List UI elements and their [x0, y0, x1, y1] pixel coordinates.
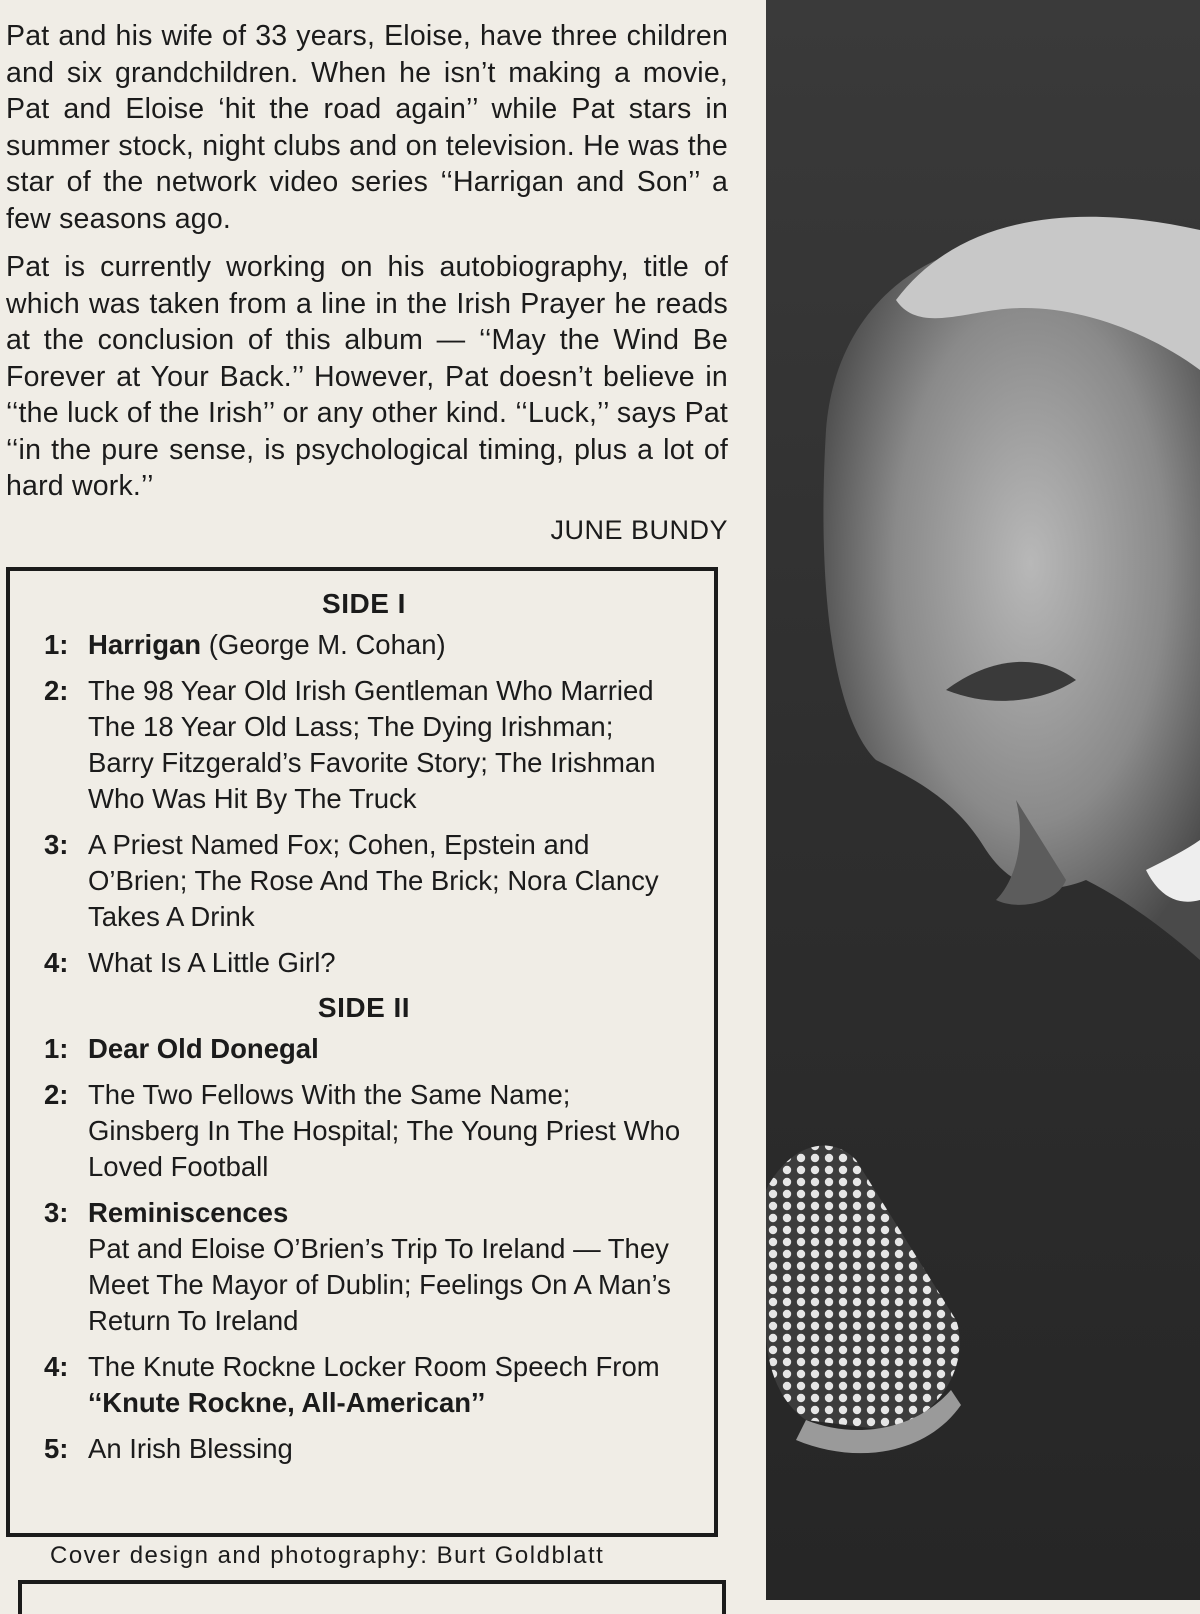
track-item — [44, 945, 684, 981]
tracklist-box — [6, 567, 718, 1537]
track-number: 4: — [44, 1351, 69, 1382]
track-item — [44, 1431, 684, 1467]
side-2-heading: SIDE II — [317, 992, 411, 1023]
track-title: Reminiscences — [88, 1197, 289, 1228]
track-number: 2: — [44, 675, 69, 706]
track-item — [44, 827, 684, 935]
track-item — [44, 1077, 684, 1185]
track-item — [44, 1349, 684, 1421]
track-description: The 98 Year Old Irish Gentleman Who Married The 18 Year Old Lass; The Dying Irishman; Barry Fitzgerald’s Favorite Story; The Irishman Who Was Hit By The Truck — [88, 675, 656, 814]
track-item — [44, 1195, 684, 1339]
track-item — [44, 1031, 684, 1067]
cover-credit: Cover design and photography: Burt Goldblatt — [50, 1542, 605, 1569]
article-text — [6, 18, 728, 547]
paragraph-family: Pat and his wife of 33 years, Eloise, have three children and six grandchildren. When he isn’t making a movie, Pat and Eloise ‘hit the road again’’ while Pat stars in summer stock, night clubs and on television. He was the star of the network video series ‘‘Harrigan and Son’’ a few seasons ago. — [6, 20, 728, 235]
author-signature: JUNE BUNDY — [550, 514, 728, 545]
track-number: 1: — [44, 629, 69, 660]
track-item — [44, 673, 684, 817]
track-item — [44, 627, 684, 663]
track-number: 2: — [44, 1079, 69, 1110]
track-description: What Is A Little Girl? — [88, 947, 336, 978]
lower-box-border — [18, 1580, 726, 1614]
track-number: 4: — [44, 947, 69, 978]
track-description: (George M. Cohan) — [201, 629, 446, 660]
track-description: Pat and Eloise O’Brien’s Trip To Ireland — They Meet The Mayor of Dublin; Feelings On A Man’s Return To Ireland — [88, 1233, 671, 1336]
track-title: Dear Old Donegal — [88, 1033, 319, 1064]
track-number: 3: — [44, 1197, 69, 1228]
track-description: A Priest Named Fox; Cohen, Epstein and O’Brien; The Rose And The Brick; Nora Clancy Takes A Drink — [88, 829, 659, 932]
track-emphasis: ‘‘Knute Rockne, All-American’’ — [88, 1387, 486, 1418]
track-number: 5: — [44, 1433, 69, 1464]
track-title: Harrigan — [88, 629, 202, 660]
paragraph-autobiography: Pat is currently working on his autobiography, title of which was taken from a line in the Irish Prayer he reads at the conclusion of this album — ‘‘May the Wind Be Forever at Your Back.’’ However, Pat doesn’t believe in ‘‘the luck of the Irish’’ or any other kind. ‘‘Luck,’’ says Pat ‘‘in the pure sense, is psychological timing, plus a lot of hard work.’’ — [6, 251, 728, 502]
track-description: An Irish Blessing — [88, 1433, 293, 1464]
portrait-photo — [766, 0, 1200, 1600]
track-description: The Knute Rockne Locker Room Speech From — [88, 1351, 660, 1382]
track-description: The Two Fellows With the Same Name; Ginsberg In The Hospital; The Young Priest Who Loved Football — [88, 1079, 681, 1182]
side-1-heading: SIDE I — [322, 588, 406, 619]
portrait-image — [766, 0, 1200, 1600]
track-number: 3: — [44, 829, 69, 860]
track-number: 1: — [44, 1033, 69, 1064]
